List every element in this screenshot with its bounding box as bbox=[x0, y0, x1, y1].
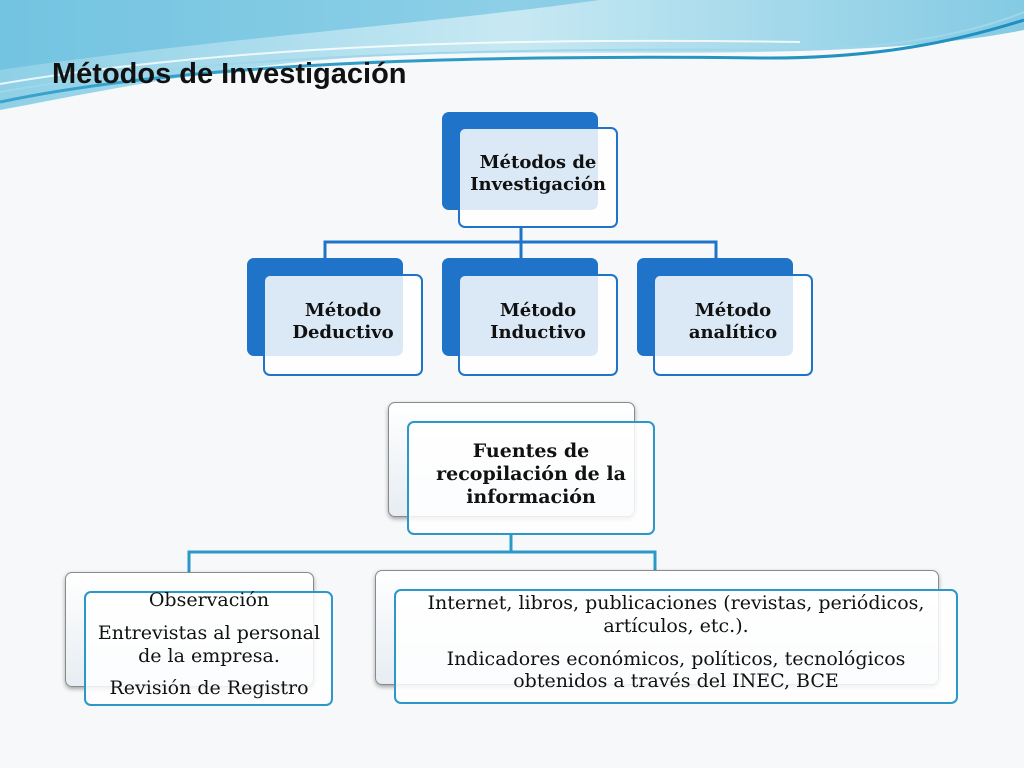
internet-item2b: obtenidos a través del INEC, BCE bbox=[513, 670, 839, 693]
root-label-line2: Investigación bbox=[470, 173, 606, 195]
deductivo-line2: Deductivo bbox=[292, 321, 394, 343]
observacion-item1: Observación bbox=[148, 589, 270, 611]
deductivo-line1: Método bbox=[304, 300, 382, 321]
observacion-item2b: de la empresa. bbox=[138, 644, 280, 667]
internet-item1b: artículos, etc.). bbox=[603, 614, 749, 637]
root-label-line1: Métodos de bbox=[479, 152, 597, 173]
internet-item1a: Internet, libros, publicaciones (revistas, periódicos, bbox=[427, 592, 925, 614]
inductivo-line1: Método bbox=[499, 300, 577, 321]
observacion-item2a: Entrevistas al personal bbox=[97, 621, 321, 644]
analitico-line1: Método bbox=[694, 300, 772, 321]
observacion-item3: Revisión de Registro bbox=[109, 677, 309, 700]
internet-item2a: Indicadores económicos, políticos, tecnológicos bbox=[446, 647, 906, 670]
fuentes-line3: información bbox=[466, 485, 596, 508]
fuentes-line2: recopilación de la bbox=[436, 462, 626, 485]
fuentes-line1: Fuentes de bbox=[472, 440, 590, 462]
inductivo-line2: Inductivo bbox=[490, 321, 586, 343]
slide-title: Métodos de Investigación bbox=[52, 58, 407, 90]
analitico-line2: analítico bbox=[688, 321, 778, 343]
